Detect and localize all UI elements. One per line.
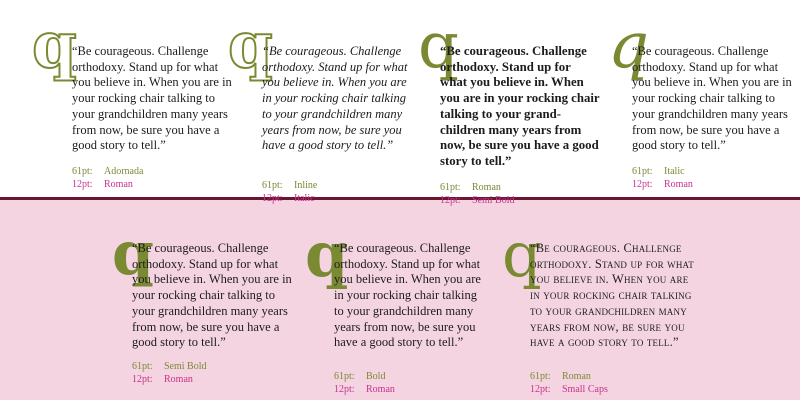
specimen-spec: [632, 165, 693, 191]
body-size: 12pt:: [132, 374, 153, 385]
specimen-quote: “Be courageous. Challenge orthodoxy. Stand up for what you believe in. When you are in your rocking chair talking to your grandchildren many years from now, be sure you have a good story to tell.”: [262, 44, 408, 153]
body-size: 12pt:: [334, 384, 355, 395]
headline-size: 61pt:: [262, 180, 283, 191]
specimen-glyph: q: [228, 8, 273, 83]
specimen-quote: “Be courageous. Challenge orthodoxy. Stand up for what you believe in. When you are in your rocking chair talking to your grand-children many years from now, be sure you have a good story to tell.”: [440, 44, 600, 168]
body-style: Roman: [366, 384, 395, 395]
specimen-spec: [72, 165, 143, 191]
headline-style: Adornada: [104, 166, 144, 177]
body-size: 12pt:: [72, 179, 93, 190]
body-style: Roman: [104, 179, 133, 190]
headline-size: 61pt:: [440, 182, 461, 193]
specimen-quote: “Be courageous. Challenge orthodoxy. Stand up for what you believe in. When you are in your rocking chair talking to your grandchildren many years from now, be sure you have a good story to tell.”: [530, 241, 694, 350]
specimen-glyph: q: [112, 219, 154, 289]
specimen-card-adornada: [32, 8, 232, 194]
body-style: Roman: [664, 179, 693, 190]
headline-style: Inline: [294, 180, 318, 191]
specimen-spec: [334, 370, 395, 396]
specimen-quote: “Be courageous. Challenge orthodoxy. Stand up for what you believe in. When you are in your rocking chair talking to your grandchildren many years from now, be sure you have a good story to tell.”: [334, 241, 481, 350]
headline-style: Italic: [664, 166, 685, 177]
specimen-card-semibold-headline: [112, 219, 292, 400]
specimen-card-inline: [228, 8, 408, 204]
headline-size: 61pt:: [132, 361, 153, 372]
specimen-glyph: q: [305, 218, 349, 291]
body-style: Roman: [164, 374, 193, 385]
specimen-card-semibold: [418, 9, 600, 206]
headline-style: Roman: [562, 371, 591, 382]
specimen-quote: “Be courageous. Challenge orthodoxy. Stand up for what you believe in. When you are in your rocking chair talking to your grandchildren many years from now, be sure you have a good story to tell.”: [132, 241, 292, 350]
headline-size: 61pt:: [530, 371, 551, 382]
headline-style: Bold: [366, 371, 386, 382]
body-style: Small Caps: [562, 384, 608, 395]
specimen-card-italic: [608, 9, 798, 194]
headline-size: 61pt:: [72, 166, 93, 177]
specimen-spec: [262, 179, 317, 205]
specimen-spec: [530, 370, 608, 396]
specimen-glyph: q: [32, 8, 77, 83]
body-style: Semi Bold: [472, 195, 515, 206]
body-size: 12pt:: [262, 193, 283, 204]
headline-style: Semi Bold: [164, 361, 207, 372]
specimen-card-smallcaps: [502, 218, 702, 400]
headline-size: 61pt:: [334, 371, 355, 382]
specimen-glyph: q: [608, 9, 649, 83]
headline-size: 61pt:: [632, 166, 653, 177]
specimen-glyph: q: [418, 9, 459, 83]
body-size: 12pt:: [632, 179, 653, 190]
body-size: 12pt:: [440, 195, 461, 206]
specimen-quote: “Be courageous. Challenge orthodoxy. Stand up for what you believe in. When you are in your rocking chair talking to your grandchildren many years from now, be sure you have a good story to tell.”: [72, 44, 232, 153]
specimen-spec: [440, 181, 515, 207]
body-style: Italic: [294, 193, 315, 204]
body-size: 12pt:: [530, 384, 551, 395]
specimen-quote: “Be courageous. Challenge orthodoxy. Stand up for what you believe in. When you are in your rocking chair talking to your grandchildren many years from now, be sure you have a good story to tell.”: [632, 44, 792, 153]
specimen-spec: [132, 360, 207, 386]
headline-style: Roman: [472, 182, 501, 193]
specimen-card-bold: [305, 218, 485, 400]
specimen-glyph: q: [502, 218, 542, 291]
